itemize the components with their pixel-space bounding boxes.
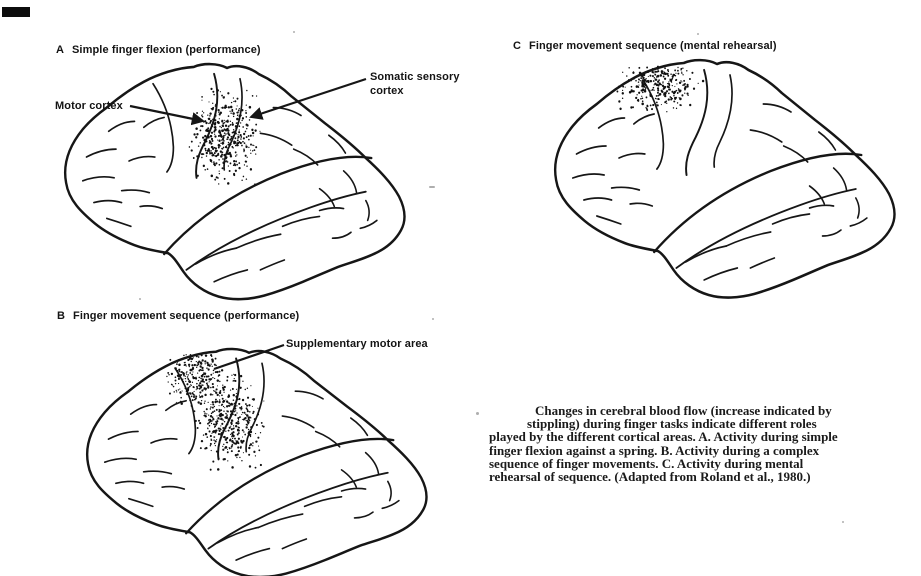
caption-line-6: rehearsal of sequence. (Adapted from Roland et al., 1980.): [489, 468, 811, 484]
scan-speck: [293, 31, 295, 33]
label-somatic-sensory-line2: cortex: [370, 85, 404, 97]
panel-a-heading: [56, 44, 261, 56]
panel-a-letter: A: [56, 44, 65, 56]
caption-line-4: finger flexion against a spring. B. Activity during a complex: [489, 442, 820, 458]
label-somatic-sensory-cortex: [370, 70, 460, 98]
caption-bold-term: stippling): [527, 416, 580, 432]
scan-speck: [432, 318, 434, 320]
caption-line-5: sequence of finger movements. C. Activity during mental: [489, 455, 804, 471]
panel-c-letter: C: [513, 40, 522, 52]
scan-speck: [842, 521, 844, 523]
label-somatic-sensory-line1: Somatic sensory: [370, 71, 460, 83]
scan-speck: [429, 186, 435, 188]
caption-line-2: stippling) during finger tasks indicate different roles: [527, 416, 817, 432]
brain-drawing-panel-c: [555, 60, 894, 297]
label-motor-cortex: Motor cortex: [55, 100, 123, 112]
panel-a-title: Simple finger flexion (performance): [72, 44, 261, 56]
scan-speck: [139, 298, 141, 300]
panel-c-title: Finger movement sequence (mental rehearsal): [529, 40, 777, 52]
panel-c-heading: [513, 40, 777, 52]
scan-speck: [476, 412, 479, 415]
brain-drawing-panel-b: [87, 349, 426, 576]
scan-speck: [697, 33, 699, 35]
caption-line-3: played by the different cortical areas. A. Activity during simple: [489, 429, 838, 445]
panel-b-title: Finger movement sequence (performance): [73, 310, 300, 322]
figure-caption: [489, 404, 838, 483]
panel-b-letter: B: [57, 310, 66, 322]
caption-line-1: Changes in cerebral blood flow (increase indicated by: [535, 403, 832, 418]
panel-b-heading: [57, 310, 299, 322]
label-supplementary-motor-area: Supplementary motor area: [286, 338, 428, 350]
